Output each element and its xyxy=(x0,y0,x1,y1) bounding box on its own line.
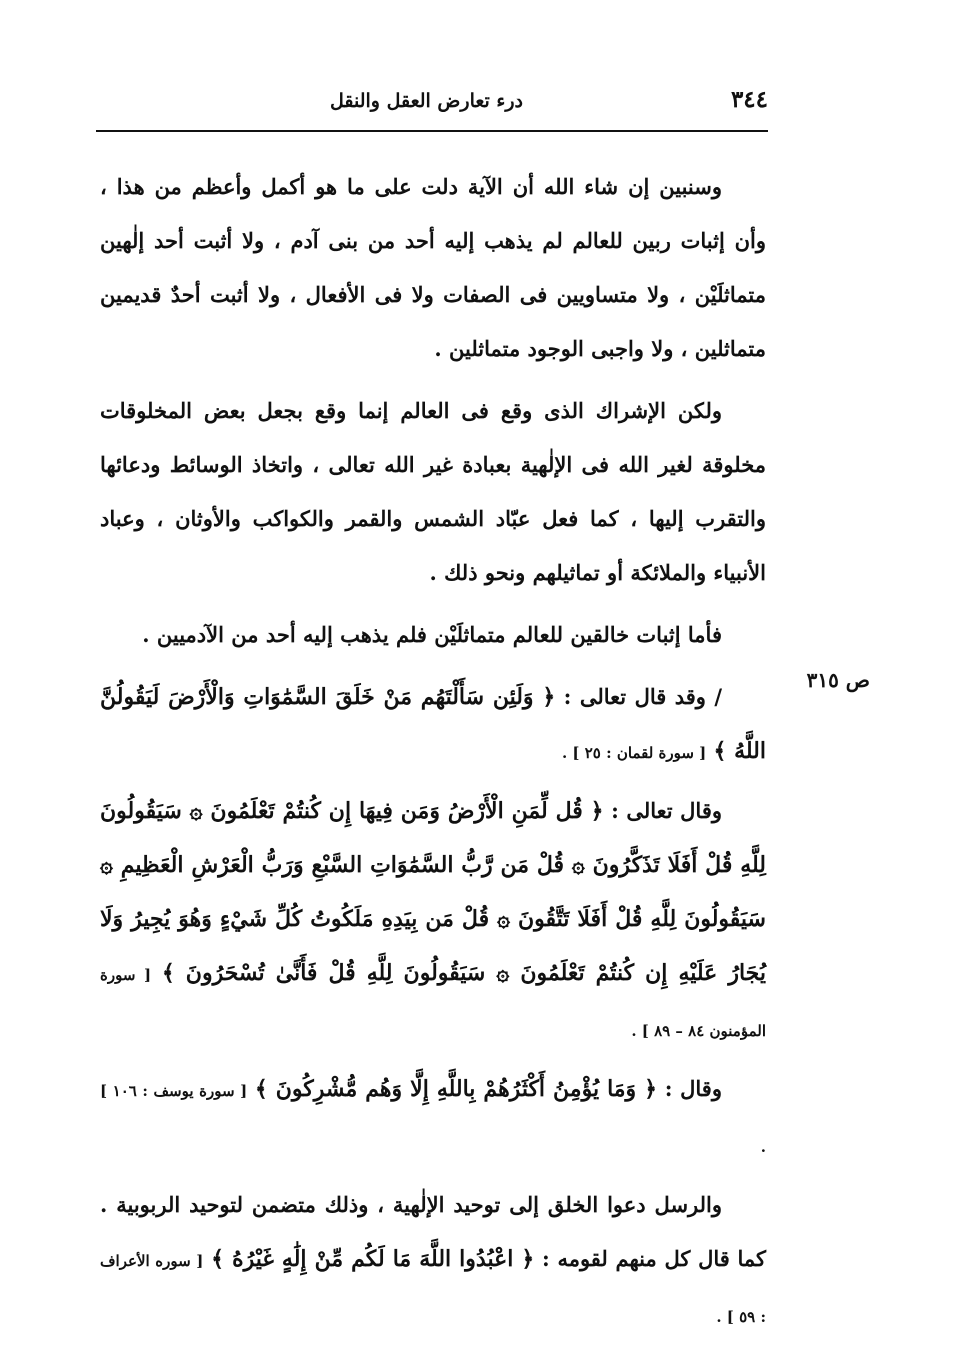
body-text xyxy=(100,160,766,1348)
verse-reference: [ سوره الأعراف : ٥٩ ] . xyxy=(100,1252,766,1326)
paragraph-text: والرسل دعوا الخلق إلى توحيد الإلٰهية ، وذلك متضمن لتوحيد الربوبية . كما قال كل منهم لقومه : xyxy=(100,1192,767,1271)
quran-verse: ﴿ قُل لِّمَنِ الْأَرْضُ وَمَن فِيهَا إِن كُنتُمْ تَعْلَمُونَ ۞ سَيَقُولُونَ لِلَّهِ قُلْ أَفَلَا تَذَكَّرُونَ ۞ قُلْ مَن رَّبُّ السَّمَٰوَاتِ السَّبْعِ وَرَبُّ الْعَرْشِ الْعَظِيمِ ۞ سَيَقُولُونَ لِلَّهِ قُلْ أَفَلَا تَتَّقُونَ ۞ قُلْ مَن بِيَدِهِ مَلَكُوتُ كُلِّ شَيْءٍ وَهُوَ يُجِيرُ وَلَا يُجَارُ عَلَيْهِ إِن كُنتُمْ تَعْلَمُونَ ۞ سَيَقُولُونَ لِلَّهِ قُلْ فَأَنَّىٰ تُسْحَرُونَ ﴾ xyxy=(100,798,766,986)
paragraph: ولكن الإشراك الذى وقع فى العالم إنما وقع بجعل بعض المخلوقات مخلوقة لغير الله فى الإلٰهية بعبادة غير الله تعالى ، واتخاذ الوسائط ودعائها والتقرب إليها ، كما فعل عبّاد الشمس والقمر والكواكب والأوثان ، وعباد الأنبياء والملائكة أو تماثيلهم ونحو ذلك . xyxy=(100,398,766,585)
paragraph: وسنبين إن شاء الله أن الآية دلت على ما هو أكمل وأعظم من هذا ، وأن إثبات ربين للعالم لم يذهب إليه أحد من بنى آدم ، ولا أثبت أحد إلٰهين متماثلَيْن ، ولا متساويين فى الصفات ولا فى الأفعال ، ولا أثبت أحدٌ قديمين متماثلين ، ولا واجبى الوجود متماثلين . xyxy=(100,174,766,361)
quran-verse: ﴿ وَلَئِن سَأَلْتَهُم مَنْ خَلَقَ السَّمَٰوَاتِ وَالْأَرْضَ لَيَقُولُنَّ اللَّهُ ﴾ xyxy=(100,684,766,764)
paragraph: فأما إثبات خالقين للعالم متماثلَيْن فلم يذهب إليه أحد من الآدميين . xyxy=(142,622,722,647)
running-header xyxy=(96,84,768,124)
header-rule xyxy=(96,130,768,132)
margin-page-reference: ص ٣١٥ xyxy=(806,668,870,692)
paragraph-with-verse xyxy=(100,784,766,1058)
quran-verse: ﴿ اعْبُدُوا اللَّهَ مَا لَكُم مِّنْ إِلَٰهٍ غَيْرُهُ ﴾ xyxy=(211,1246,535,1272)
paragraph-with-verse xyxy=(100,1178,766,1344)
verse-intro: وقال تعالى : xyxy=(611,798,722,823)
book-title: درء تعارض العقل والنقل xyxy=(329,90,523,112)
verse-reference: [ سورة المؤمنون ٨٤ – ٨٩ ] . xyxy=(100,966,766,1040)
verse-intro: / وقد قال تعالى : xyxy=(563,684,722,709)
verse-intro: وقال : xyxy=(664,1076,722,1101)
paragraph-with-verse xyxy=(100,670,766,780)
paragraph-with-verse xyxy=(100,1062,766,1174)
verse-reference: [ سورة يوسف : ١٠٦ ] . xyxy=(100,1082,766,1156)
verse-reference: [ سورة لقمان : ٢٥ ] . xyxy=(561,744,707,762)
page-number: ٣٤٤ xyxy=(730,86,768,113)
quran-verse: ﴿ وَمَا يُؤْمِنُ أَكْثَرُهُمْ بِاللَّهِ إِلَّا وَهُم مُّشْرِكُونَ ﴾ xyxy=(254,1076,658,1102)
